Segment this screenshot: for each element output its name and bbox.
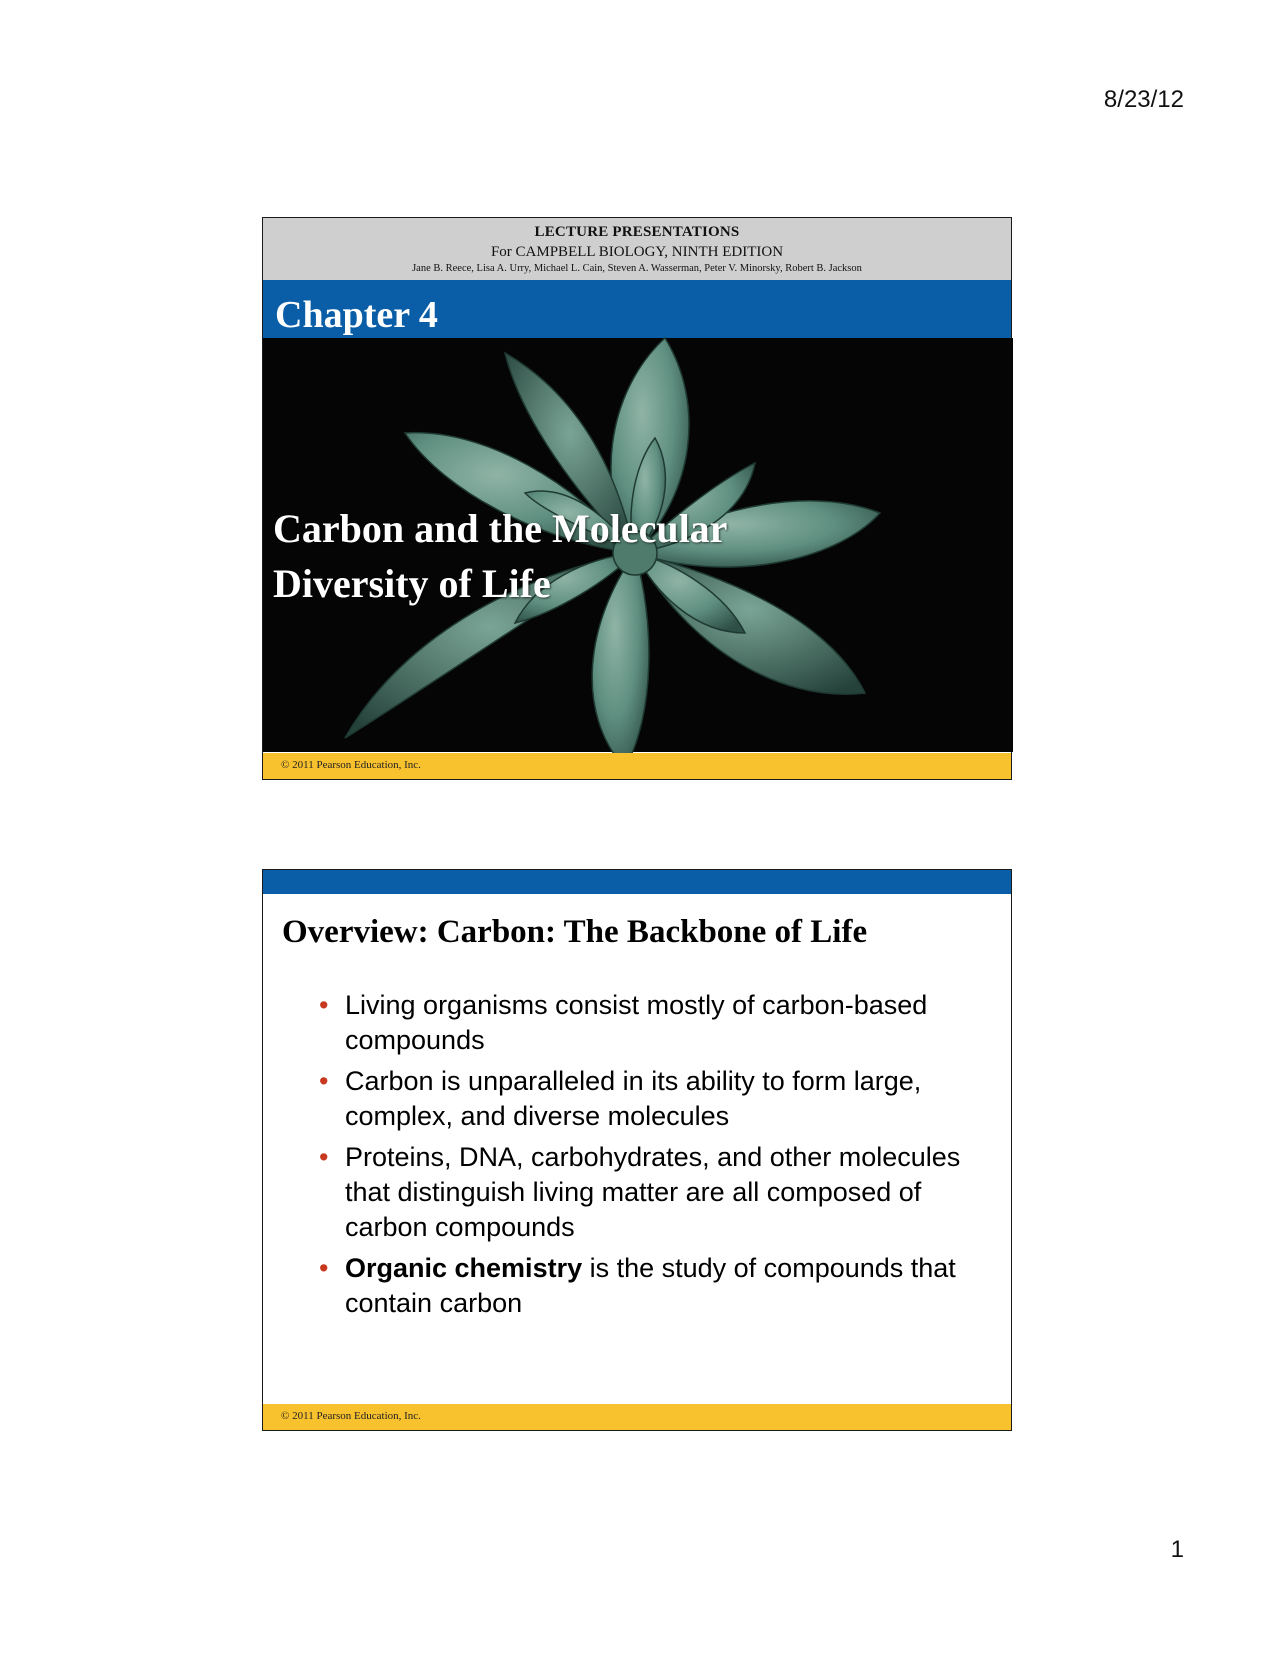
bullet-list	[319, 988, 979, 1327]
slide-title	[273, 501, 727, 611]
title-slide	[262, 217, 1012, 856]
bullet-text: is the study of compounds that contain carbon	[345, 1253, 956, 1318]
overview-slide	[262, 869, 1012, 1431]
slide-title: Overview: Carbon: The Backbone of Life	[282, 914, 868, 950]
slide-header	[263, 218, 1011, 280]
page-date: 8/23/12	[1103, 86, 1184, 113]
list-item	[319, 1251, 979, 1321]
lecturer-name: Kathleen Fitzpatrick	[860, 839, 999, 856]
list-item	[319, 988, 979, 1058]
chapter-label: Chapter 4	[275, 294, 438, 336]
header-lecture-presentations: LECTURE PRESENTATIONS	[534, 224, 740, 240]
bullet-icon: •	[319, 990, 329, 1020]
bullet-bold-term: Organic chemistry	[345, 1253, 583, 1283]
copyright-text: © 2011 Pearson Education, Inc.	[281, 1410, 421, 1422]
lecturer-name: Erin Barley	[921, 819, 999, 836]
title-line-1: Carbon and the Molecular	[273, 506, 728, 551]
header-book-title: For CAMPBELL BIOLOGY, NINTH EDITION	[490, 244, 784, 260]
bullet-text: Living organisms consist mostly of carbon-based compounds	[345, 990, 928, 1055]
slide-top-bar	[263, 870, 1011, 894]
bullet-icon: •	[319, 1066, 329, 1096]
bullet-text: Carbon is unparalleled in its ability to form large, complex, and diverse molecules	[345, 1066, 922, 1131]
list-item	[319, 1064, 979, 1134]
copyright-text: © 2011 Pearson Education, Inc.	[281, 759, 421, 771]
title-line-2: Diversity of Life	[273, 561, 551, 606]
slide-footer	[263, 1404, 1011, 1430]
list-item	[319, 1140, 979, 1245]
bullet-icon: •	[319, 1142, 329, 1172]
bullet-text: Proteins, DNA, carbohydrates, and other molecules that distinguish living matter are all composed of carbon compounds	[345, 1142, 961, 1242]
slide-footer	[263, 753, 1011, 779]
bullet-icon: •	[319, 1253, 329, 1283]
lectures-label: Lectures by	[921, 799, 999, 816]
chapter-bar	[263, 280, 1011, 338]
header-authors: Jane B. Reece, Lisa A. Urry, Michael L. Cain, Steven A. Wasserman, Peter V. Minorsky, Robert B. Jackson	[412, 263, 862, 274]
lecturers-block	[861, 798, 999, 858]
page-number: 1	[1170, 1536, 1184, 1563]
